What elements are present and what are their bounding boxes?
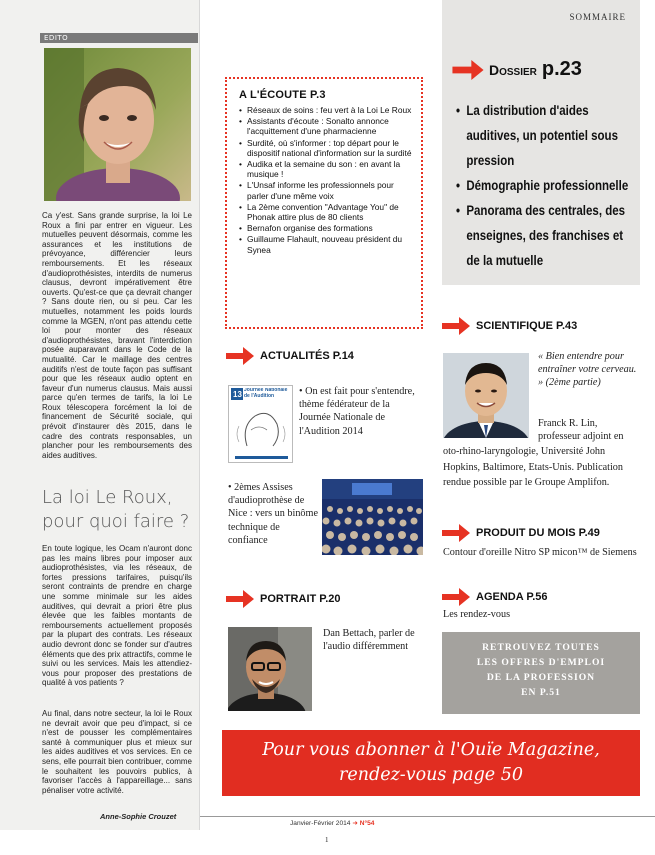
bullet-icon: • [228, 482, 235, 493]
produit-header[interactable] [442, 524, 600, 542]
arrow-right-icon [226, 590, 254, 608]
portrait-photo [228, 627, 312, 711]
dossier-word: Dossier [489, 61, 537, 78]
arrow-right-icon [452, 60, 484, 80]
scientifique-header[interactable] [442, 317, 577, 335]
journee-title: Journée Nationale de l'Audition [244, 388, 288, 399]
list-item: • Surdité, où s'informer : top départ pour le dispositif national d'information sur la surdité [239, 138, 413, 158]
arrow-right-icon [442, 317, 470, 335]
journee-audition-thumbnail [228, 385, 293, 463]
agenda-text: Les rendez-vous [443, 609, 511, 620]
sommaire-label: SOMMAIRE [569, 12, 626, 22]
list-item: • Démographie professionnelle [456, 173, 638, 198]
offres-line: EN P.51 [521, 687, 561, 698]
scientifique-body: professeur adjoint en oto-rhino-laryngologie, Université John Hopkins, Baltimore, Etats-Unis. Publication rendue possible par le Groupe Amplifon. [443, 431, 624, 489]
list-item: • L'Unsaf informe les professionnels pour parler d'une même voix [239, 180, 413, 200]
ecoute-title[interactable]: A L'ÉCOUTE P.3 [239, 89, 326, 101]
edito-author: Anne-Sophie Crouzet [100, 812, 177, 821]
editor-photo [44, 48, 191, 201]
list-item: • Bernafon organise des formations [239, 223, 413, 233]
footer-issue-number: N°54 [359, 820, 375, 827]
scientifique-author: Franck R. Lin, [538, 418, 598, 429]
arrow-right-icon [442, 588, 470, 606]
journee-number: 13 [233, 390, 242, 399]
list-item: • Audika et la semaine du son : en avant la musique ! [239, 159, 413, 179]
arrow-right-icon [226, 347, 254, 365]
edito-column [0, 0, 200, 830]
offres-line: LES OFFRES D'EMPLOI [476, 657, 606, 668]
arrow-right-icon: ➜ [352, 820, 358, 827]
actualites-item-2: • 2èmes Assises d'audioprothèse de Nice : vers un binôme technique de confiance [228, 482, 318, 546]
franck-lin-photo [443, 353, 529, 438]
portrait-header[interactable] [226, 590, 341, 608]
dossier-header[interactable] [452, 58, 582, 81]
footer-date: Janvier-Février 2014 [290, 820, 351, 827]
list-item: • La 2ème convention "Advantage You" de Phonak attire plus de 80 clients [239, 202, 413, 222]
offres-emploi-box[interactable] [442, 632, 640, 714]
list-item: • Panorama des centrales, des enseignes, des franchises et de la mutuelle [456, 198, 638, 273]
edito-paragraph-2: En toute logique, les Ocam n'auront donc pas les mains libres pour imposer aux audioprothésistes, via les réseaux, de fortes pressions tarifaires, puisqu'ils seront contraints de prendre en charge une somme minimale sur les aides auditives, qui devrait a priori être plus élevée que les faibles montants de remboursements actuellement proposés par la plupart des contrats. Les réseaux audio devront donc se fonder sur d'autres éléments que des prix attractifs, comme le suivi ou les services. Mais les attendiez-vous pour proposer des prestations de qualité à vos patients ? [42, 544, 192, 688]
edito-heading: La loi Le Roux, pour quoi faire ? [42, 487, 190, 532]
actualites-title: ACTUALITÉS P.14 [260, 350, 354, 362]
edito-label: EDITO [44, 34, 69, 42]
list-item: • La distribution d'aides auditives, un potentiel sous pression [456, 98, 638, 173]
produit-title: PRODUIT DU MOIS P.49 [476, 527, 600, 539]
agenda-header[interactable] [442, 588, 548, 606]
bullet-icon: • [299, 386, 306, 397]
actualites-header[interactable] [226, 347, 354, 365]
ecoute-list [239, 105, 413, 255]
produit-text: Contour d'oreille Nitro SP micon™ de Siemens [443, 547, 637, 558]
offres-line: RETROUVEZ TOUTES [482, 642, 600, 653]
ecoute-box [225, 77, 423, 329]
banner-line: rendez-vous page 50 [339, 765, 523, 785]
scientifique-quote: « Bien entendre pour entraîner votre cerveau. » (2ème partie) [538, 351, 637, 389]
list-item: • Assistants d'écoute : Sonalto annonce l'acquittement d'une pharmacienne [239, 116, 413, 136]
edito-paragraph-3: Au final, dans notre secteur, la loi le Roux ne devrait avoir que peu d'impact, si ce n'est de pousser les complémentaires santé à communiquer plus et mieux sur les aides auditives et vos services. En ce sens, elle pourrait bien contribuer, comme le souhaitent les pouvoirs publics, à favoriser l'accès à l'appareillage... sans pénaliser votre activité. [42, 709, 192, 795]
list-item: • Réseaux de soins : feu vert à la Loi Le Roux [239, 105, 413, 115]
agenda-title: AGENDA P.56 [476, 591, 548, 603]
sommaire-box [442, 0, 640, 285]
arrow-right-icon [442, 524, 470, 542]
subscribe-banner[interactable] [222, 730, 640, 796]
dossier-page: p.23 [541, 58, 582, 80]
edito-paragraph-1: Ca y'est. Sans grande surprise, la loi Le Roux a fini par entrer en vigueur. Les mutuelles peuvent désormais, comme les assurances et les institutions de prévoyance, différencier leurs remboursements. Et les réseaux d'audioprothésistes, interdits de numerus clausus, devront impérativement être ouverts. Qu'est-ce que ça devrait changer ? Sans doute rien, ou si peu. Car les mutuelles, notamment les poids lourds comme la MGEN, n'ont pas attendu cette loi pour monter des réseaux d'audioprothésistes, bravant l'interdiction posée auparavant dans le Code de la mutualité. Car le maillage des centres auditifs n'est de toute façon pas suffisant pour que les réseaux audio optent en faveur d'un numerus clausus. Mais aussi parce qu'en termes de tarifs, la loi Le Roux télescopera forcément la loi de financement de Sécurité sociale, qui prévoit d'instaurer dès 2015, dans le cadre des contrats responsables, un plancher pour les remboursements des aides auditives. [42, 211, 192, 460]
banner-line: Pour vous abonner à l'Ouïe Magazine, [262, 740, 600, 760]
footer-divider [200, 816, 655, 817]
portrait-text: Dan Bettach, parler de l'audio différemment [323, 628, 415, 653]
page-number: 1 [325, 836, 329, 844]
dossier-list [456, 98, 638, 273]
offres-line: DE LA PROFESSION [486, 672, 596, 683]
scientifique-title: SCIENTIFIQUE P.43 [476, 320, 578, 332]
footer-issue [290, 819, 374, 827]
list-item: • Guillaume Flahault, nouveau président du Synea [239, 234, 413, 254]
portrait-title: PORTRAIT P.20 [260, 593, 341, 605]
assises-photo [322, 479, 423, 555]
actualites-item-1: • On est fait pour s'entendre, thème fédérateur de la Journée Nationale de l'Audition 2014 [299, 386, 415, 437]
